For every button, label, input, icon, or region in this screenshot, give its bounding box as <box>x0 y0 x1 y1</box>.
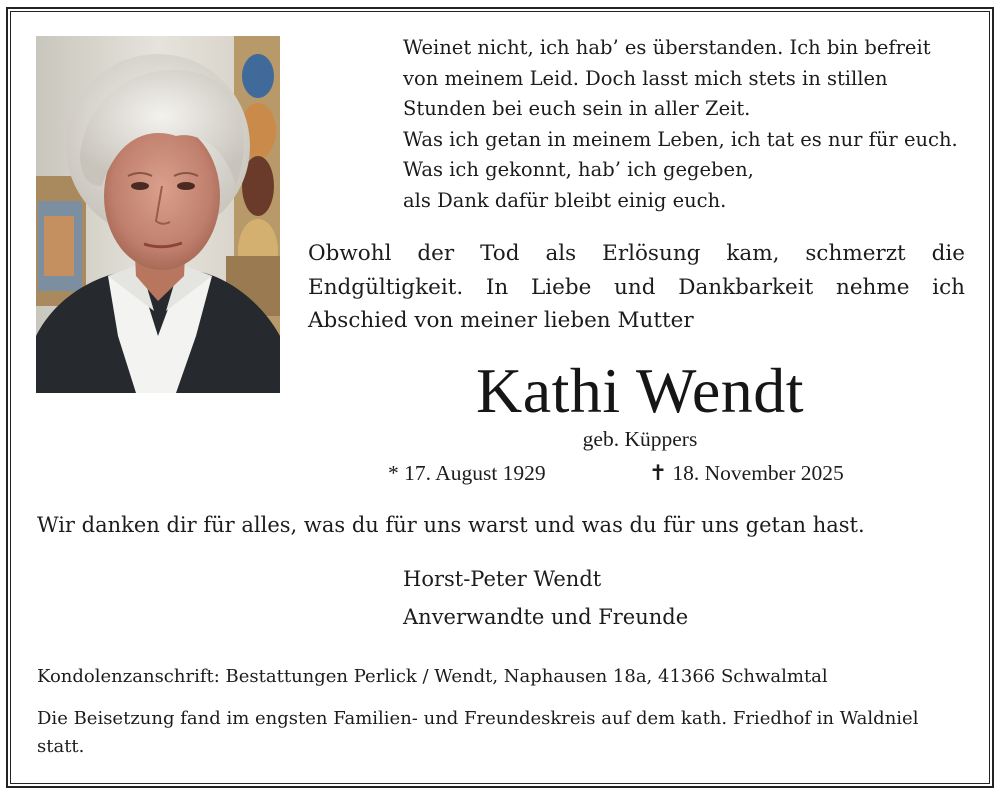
portrait-photo <box>36 36 280 393</box>
signers-list <box>403 560 688 636</box>
death-date: ✝ 18. November 2025 <box>649 461 844 485</box>
signer-name: Horst-Peter Wendt <box>403 567 602 591</box>
condolence-address: Kondolenzanschrift: Bestattungen Perlick / Wendt, Naphausen 18a, 41366 Schwalmtal <box>37 666 828 687</box>
birth-date: * 17. August 1929 <box>388 461 546 485</box>
poem-line: Stunden bei euch sein in aller Zeit. <box>403 97 751 121</box>
poem-verse <box>403 33 983 217</box>
poem-line: von meinem Leid. Doch lasst mich stets in stillen <box>403 66 888 90</box>
thanks-line: Wir danken dir für alles, was du für uns warst und was du für uns getan hast. <box>37 513 865 537</box>
poem-line: Was ich getan in meinem Leben, ich tat es nur für euch. <box>403 127 958 151</box>
intro-paragraph: Obwohl der Tod als Erlösung kam, schmerzt die Endgültigkeit. In Liebe und Dankbarkeit nehme ich Abschied von meiner lieben Mutter <box>308 241 965 333</box>
deceased-name: Kathi Wendt <box>476 355 804 426</box>
poem-line: Was ich gekonnt, hab’ ich gegeben, <box>403 158 754 182</box>
maiden-name: geb. Küppers <box>582 427 698 451</box>
poem-line: Weinet nicht, ich hab’ es überstanden. Ich bin befreit <box>403 36 931 59</box>
burial-note: Die Beisetzung fand im engsten Familien- und Freundeskreis auf dem kath. Friedhof in Waldniel statt. <box>37 708 919 757</box>
signer-name: Anverwandte und Freunde <box>403 605 689 629</box>
poem-line: als Dank dafür bleibt einig euch. <box>403 188 727 212</box>
